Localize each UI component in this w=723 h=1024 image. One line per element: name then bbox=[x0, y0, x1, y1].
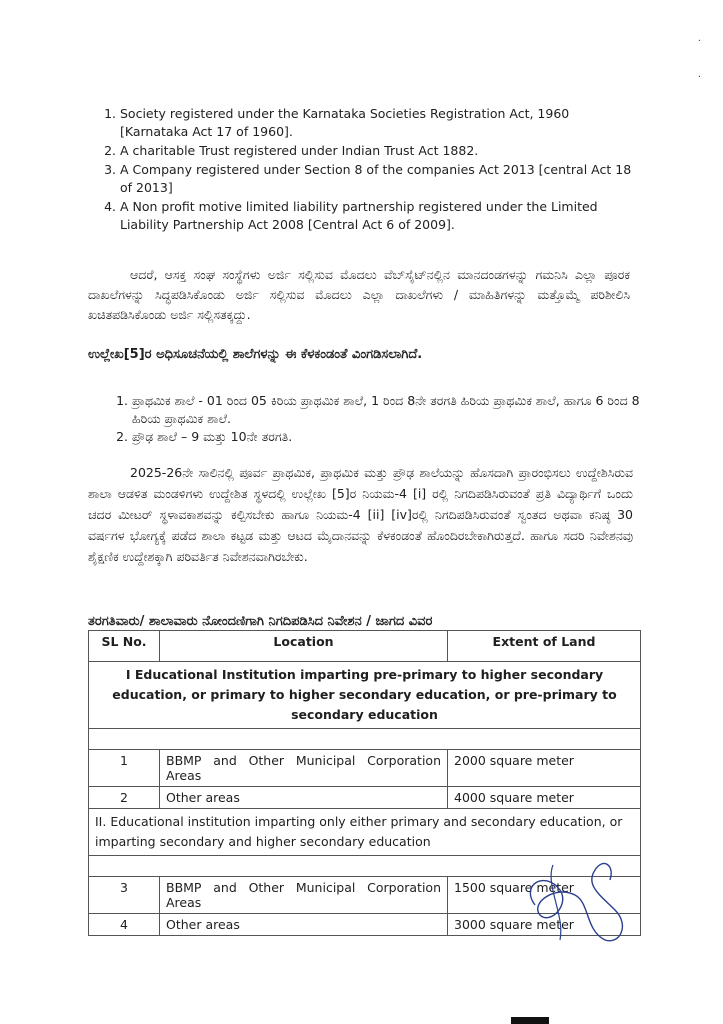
section-one-title: I Educational Institution imparting pre-primary to higher secondary education, or primary to higher secondary education, or pre-primary to secondary education bbox=[89, 662, 641, 729]
column-header-location: Location bbox=[160, 631, 448, 662]
footer-mark bbox=[511, 1017, 549, 1024]
sl-cell: 3 bbox=[89, 877, 160, 914]
table-row bbox=[89, 787, 641, 809]
section-two-title: II. Educational institution imparting only either primary and secondary education, or imparting secondary and higher secondary education bbox=[89, 809, 641, 856]
school-categories-list bbox=[112, 392, 652, 446]
land-table-title: ತರಗತಿವಾರು/ ಶಾಲಾವಾರು ನೋಂದಣಿಗಾಗಿ ನಿಗದಿಪಡಿಸಿದ ನಿವೇಶನ / ಜಾಗದ ವಿವರ bbox=[88, 614, 433, 629]
extent-cell: 3000 square meter bbox=[448, 914, 641, 936]
table-row bbox=[89, 750, 641, 787]
location-cell: Other areas bbox=[160, 787, 448, 809]
list-item: 3. A Company registered under Section 8 of the companies Act 2013 [central Act 18 of 2013] bbox=[120, 161, 640, 197]
list-item: 1. ಪ್ರಾಥಮಿಕ ಶಾಲೆ - 01 ರಿಂದ 05 ಕಿರಿಯ ಪ್ರಾಥಮಿಕ ಶಾಲೆ, 1 ರಿಂದ 8ನೇ ತರಗತಿ ಹಿರಿಯ ಪ್ರಾಥಮಿಕ ಶಾಲೆ, ಹಾಗೂ 6 ರಿಂದ 8 ಹಿರಿಯ ಪ್ರಾಥಮಿಕ ಶಾಲೆ. bbox=[132, 392, 652, 428]
location-cell: Other areas bbox=[160, 914, 448, 936]
extent-cell: 4000 square meter bbox=[448, 787, 641, 809]
land-requirement-paragraph: 2025-26ನೇ ಸಾಲಿನಲ್ಲಿ ಪೂರ್ವ ಪ್ರಾಥಮಿಕ, ಪ್ರಾಥಮಿಕ ಮತ್ತು ಪ್ರೌಢ ಶಾಲೆಯನ್ನು ಹೊಸದಾಗಿ ಪ್ರಾರಂಭಿಸಲು ಉದ್ದೇಶಿಸಿರುವ ಶಾಲಾ ಆಡಳಿತ ಮಂಡಳಿಗಳು ಉದ್ದೇಶಿತ ಸ್ಥಳದಲ್ಲಿ ಉಲ್ಲೇಖ [5]ರ ನಿಯಮ-4 [i] ರಲ್ಲಿ ನಿಗದಿಪಡಿಸಿರುವಂತೆ ಪ್ರತಿ ವಿದ್ಯಾರ್ಥಿಗೆ ಒಂದು ಚದರ ಮೀಟರ್ ಸ್ಥಳಾವಕಾಶವನ್ನು ಕಲ್ಪಿಸಬೇಕು ಹಾಗೂ ನಿಯಮ-4 [ii] [iv]ರಲ್ಲಿ ನಿಗದಿಪಡಿಸಿರುವಂತೆ ಸ್ವಂತದ ಅಥವಾ ಕನಿಷ್ಠ 30 ವರ್ಷಗಳ ಭೋಗ್ಯಕ್ಕೆ ಪಡೆದ ಶಾಲಾ ಕಟ್ಟಡ ಮತ್ತು ಆಟದ ಮೈದಾನವನ್ನು ಕೆಳಕಂಡಂತೆ ಹೊಂದಿರಬೇಕಾಗಿರುತ್ತದೆ. ಹಾಗೂ ಸದರಿ ನಿವೇಶನವು ಶೈಕ್ಷಣಿಕ ಉದ್ದೇಶಕ್ಕಾಗಿ ಪರಿವರ್ತಿತ ನಿವೇಶನವಾಗಿರಬೇಕು. bbox=[88, 465, 633, 564]
table-header-row bbox=[89, 631, 641, 662]
list-item: 2. A charitable Trust registered under Indian Trust Act 1882. bbox=[120, 142, 640, 160]
location-cell: BBMP and Other Municipal Corporation Areas bbox=[160, 750, 448, 787]
application-instruction-paragraph: ಆದರೆ, ಆಸಕ್ತ ಸಂಘ ಸಂಸ್ಥೆಗಳು ಅರ್ಜಿ ಸಲ್ಲಿಸುವ ಮೊದಲು ವೆಬ್‌ಸೈಟ್‌ನಲ್ಲಿನ ಮಾನದಂಡಗಳನ್ನು ಗಮನಿಸಿ ಎಲ್ಲಾ ಪೂರಕ ದಾಖಲೆಗಳನ್ನು ಸಿದ್ಧಪಡಿಸಿಕೊಂಡು ಅರ್ಜಿ ಸಲ್ಲಿಸುವ ಮೊದಲು ಎಲ್ಲಾ ದಾಖಲೆಗಳು / ಮಾಹಿತಿಗಳನ್ನು ಮತ್ತೊಮ್ಮೆ ಪರಿಶೀಲಿಸಿ ಖಚಿತಪಡಿಸಿಕೊಂಡು ಅರ್ಜಿ ಸಲ್ಲಿಸತಕ್ಕದ್ದು. bbox=[88, 267, 630, 322]
eligible-entities-list bbox=[100, 105, 640, 235]
extent-cell: 1500 square meter bbox=[448, 877, 641, 914]
column-header-sl: SL No. bbox=[89, 631, 160, 662]
list-item: 1. Society registered under the Karnataka Societies Registration Act, 1960 [Karnataka Act 17 of 1960]. bbox=[120, 105, 640, 141]
sl-cell: 2 bbox=[89, 787, 160, 809]
list-item: 4. A Non profit motive limited liability partnership registered under the Limited Liability Partnership Act 2008 [Central Act 6 of 2009]. bbox=[120, 198, 640, 234]
location-cell: BBMP and Other Municipal Corporation Areas bbox=[160, 877, 448, 914]
list-item: 2. ಪ್ರೌಢ ಶಾಲೆ – 9 ಮತ್ತು 10ನೇ ತರಗತಿ. bbox=[132, 428, 652, 446]
signature-icon bbox=[515, 845, 635, 955]
spacer-row bbox=[89, 729, 641, 750]
sl-cell: 4 bbox=[89, 914, 160, 936]
section-row bbox=[89, 662, 641, 729]
sl-cell: 1 bbox=[89, 750, 160, 787]
school-classification-heading: ಉಲ್ಲೇಖ[5]ರ ಅಧಿಸೂಚನೆಯಲ್ಲಿ ಶಾಲೆಗಳನ್ನು ಈ ಕೆಳಕಂಡಂತೆ ವಿಂಗಡಿಸಲಾಗಿದೆ. bbox=[88, 347, 423, 362]
scan-marks: · · bbox=[697, 36, 701, 83]
extent-cell: 2000 square meter bbox=[448, 750, 641, 787]
column-header-extent: Extent of Land bbox=[448, 631, 641, 662]
